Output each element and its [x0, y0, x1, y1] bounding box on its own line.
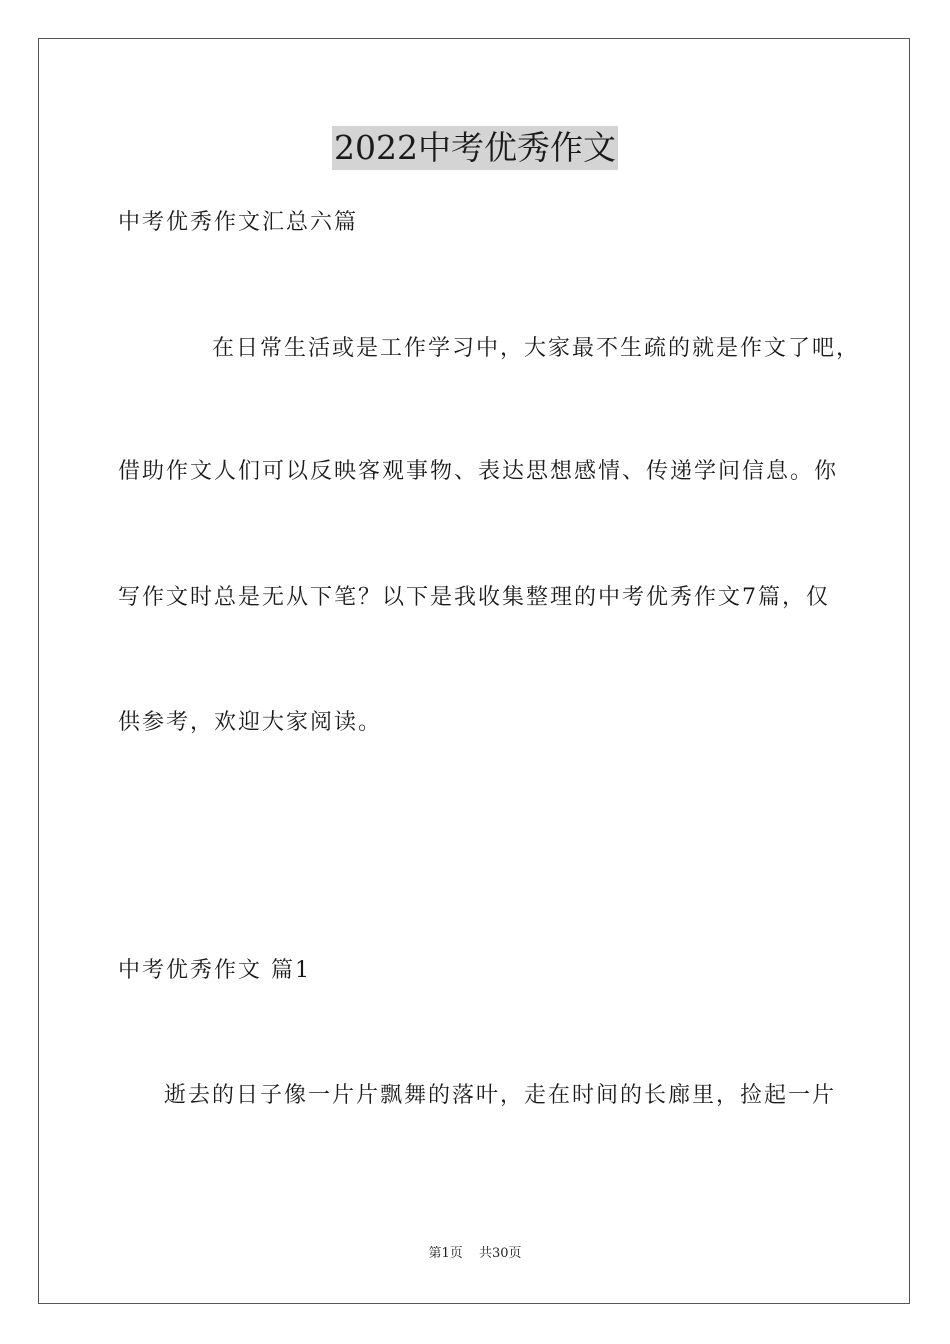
section-first-line: 逝去的日子像一片片飘舞的落叶，走在时间的长廊里，捡起一片	[164, 1083, 837, 1108]
intro-line-1: 在日常生活或是工作学习中，大家最不生疏的就是作文了吧，	[212, 336, 861, 361]
intro-line-2: 借助作文人们可以反映客观事物、表达思想感情、传递学问信息。你	[118, 459, 839, 484]
document-title: 2022中考优秀作文	[332, 126, 618, 170]
document-subtitle: 中考优秀作文汇总六篇	[118, 210, 359, 235]
title-container	[0, 126, 950, 170]
page-number: 第1页	[428, 1246, 463, 1261]
section-heading: 中考优秀作文 篇1	[118, 958, 311, 983]
intro-line-4: 供参考，欢迎大家阅读。	[118, 710, 383, 735]
page-footer	[0, 1245, 950, 1263]
page-total: 共30页	[478, 1246, 522, 1261]
intro-line-3: 写作文时总是无从下笔？以下是我收集整理的中考优秀作文7篇，仅	[118, 585, 830, 610]
